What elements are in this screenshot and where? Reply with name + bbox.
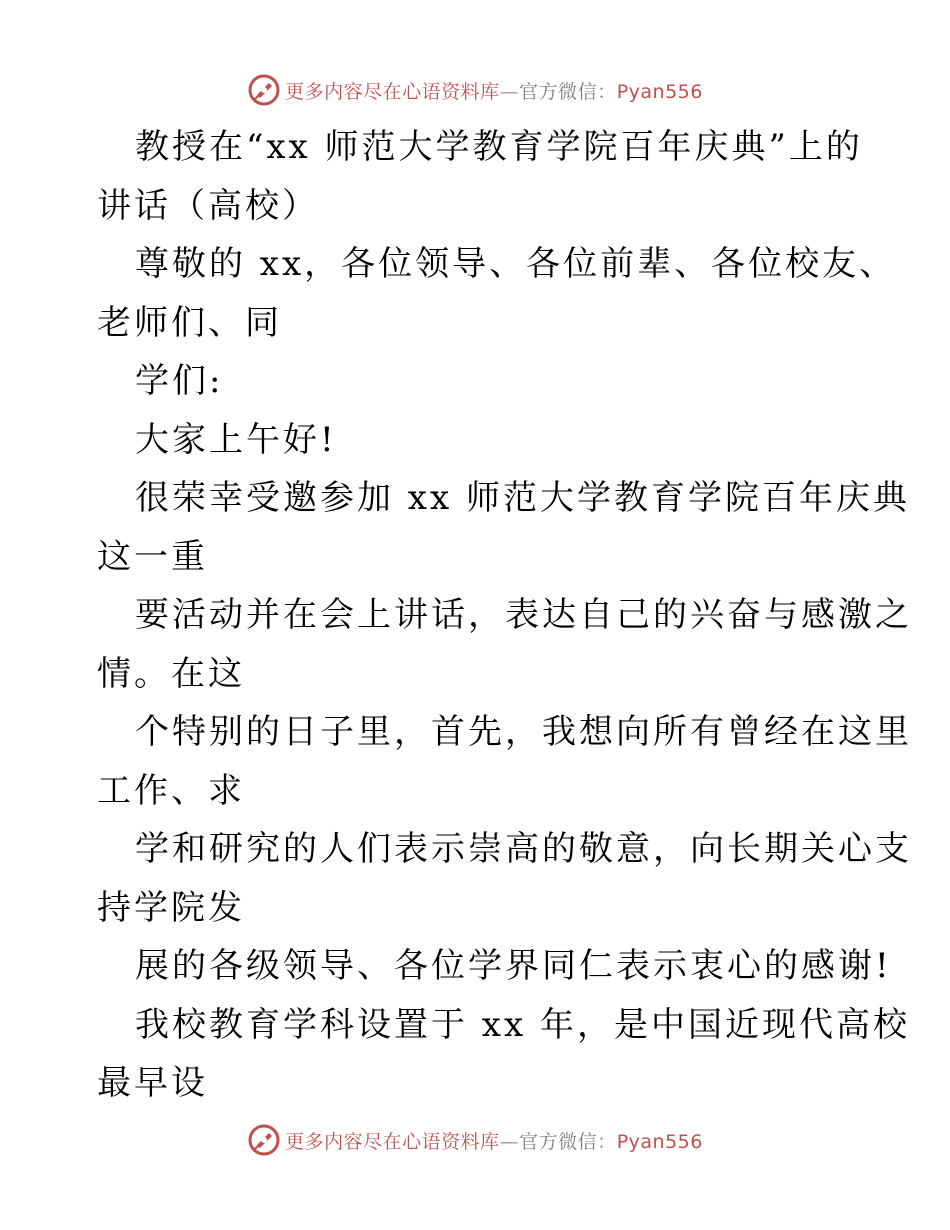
watermark-wechat-label: 官方微信：: [519, 1130, 617, 1153]
document-line: 个特别的日子里，首先，我想向所有曾经在这里: [135, 712, 912, 752]
header-watermark: [0, 70, 950, 110]
document-line: 学们:: [135, 361, 224, 401]
watermark-wechat-id: Pyan556: [616, 1130, 703, 1153]
watermark-wechat-id: Pyan556: [616, 80, 703, 103]
scroll-quill-logo-icon: [247, 1123, 281, 1157]
footer-watermark: [0, 1120, 950, 1160]
document-line: 持学院发: [97, 887, 245, 928]
watermark-wechat-label: 官方微信：: [519, 80, 617, 103]
document-line: 最早设: [97, 1063, 208, 1103]
document-body: [97, 118, 912, 1113]
watermark-text: [285, 1127, 703, 1154]
document-line: 尊敬的 xx，各位领导、各位前辈、各位校友、: [135, 244, 897, 284]
document-line: 大家上午好!: [135, 419, 337, 460]
document-line: 展的各级领导、各位学界同仁表示衷心的感谢!: [135, 946, 892, 986]
watermark-separator: —: [499, 80, 520, 103]
document-line: 工作、求: [97, 770, 245, 811]
watermark-brand: 更多内容尽在心语资料库: [285, 80, 500, 103]
watermark-separator: —: [499, 1130, 520, 1153]
watermark-text: [285, 77, 703, 104]
document-line: 要活动并在会上讲话，表达自己的兴奋与感激之: [135, 595, 912, 635]
document-line: 学和研究的人们表示崇高的敬意，向长期关心支: [135, 829, 912, 869]
scroll-quill-logo-icon: [247, 73, 281, 107]
document-line: 老师们、同: [97, 302, 282, 343]
document-line: 教授在“xx 师范大学教育学院百年庆典”上的: [135, 127, 863, 167]
document-line: 我校教育学科设置于 xx 年，是中国近现代高校: [135, 1004, 910, 1045]
document-line: 讲话（高校）: [97, 185, 319, 226]
document-line: 这一重: [97, 536, 208, 577]
document-line: 很荣幸受邀参加 xx 师范大学教育学院百年庆典: [135, 478, 910, 518]
watermark-brand: 更多内容尽在心语资料库: [285, 1130, 500, 1153]
document-line: 情。在这: [97, 653, 245, 694]
